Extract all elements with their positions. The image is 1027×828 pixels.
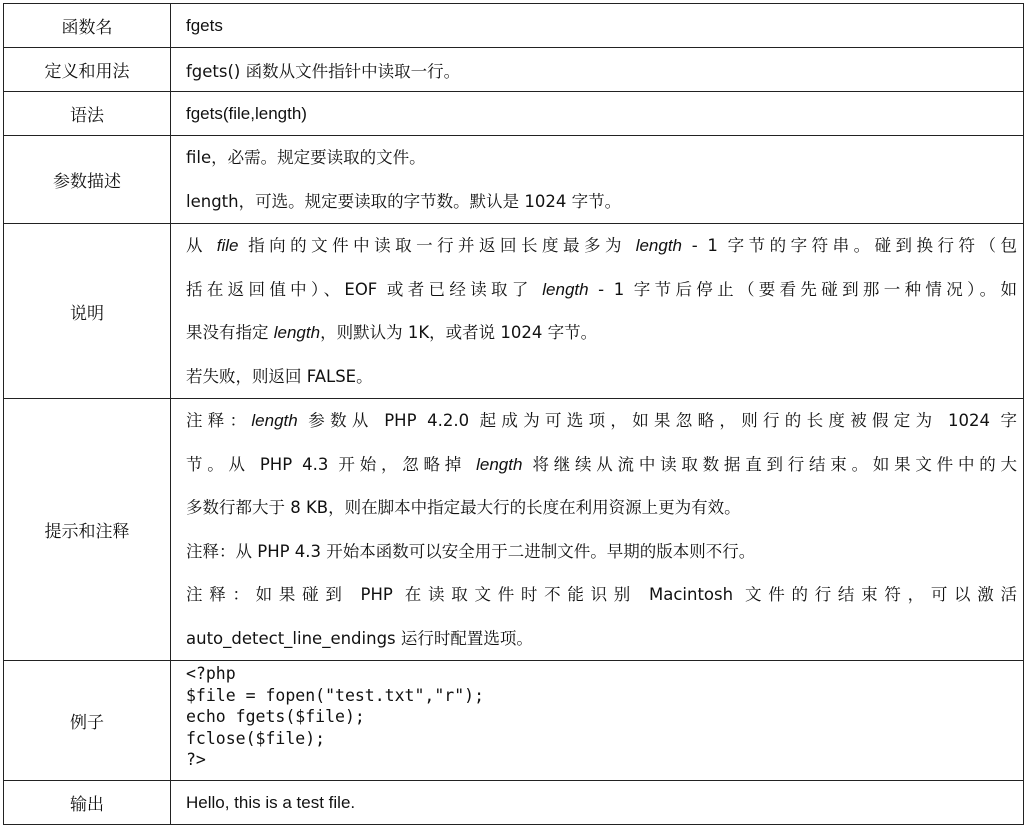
row-description bbox=[4, 224, 1024, 399]
value-output bbox=[171, 781, 1024, 825]
syntax-text: fgets(file,length) bbox=[186, 103, 307, 123]
text: 将继续从流中读取数据直到行结束。如果文件中的大 bbox=[522, 454, 1018, 474]
label-definition: 定义和用法 bbox=[4, 48, 171, 92]
row-output bbox=[4, 781, 1024, 825]
row-example bbox=[4, 661, 1024, 781]
code-block: <?php $file = fopen("test.txt","r"); echo fgets($file); fclose($file); ?> bbox=[186, 664, 485, 770]
text: 节。从 PHP 4.3 开始，忽略掉 bbox=[186, 454, 477, 474]
description-line-1 bbox=[186, 224, 1017, 268]
param-ref: length bbox=[251, 411, 298, 430]
value-example bbox=[171, 661, 1024, 781]
notes-line-2 bbox=[186, 443, 1017, 487]
param-ref: file bbox=[216, 236, 239, 255]
param-ref: length bbox=[635, 236, 683, 255]
notes-line-4: 注释：从 PHP 4.3 开始本函数可以安全用于二进制文件。早期的版本则不行。 bbox=[186, 541, 756, 561]
text: 注释： bbox=[186, 411, 252, 430]
value-syntax bbox=[171, 92, 1024, 136]
text: - 1 字节后停止（要看先碰到那一种情况）。如 bbox=[588, 279, 1017, 299]
notes-line-5: 注释：如果碰到 PHP 在读取文件时不能识别 Macintosh 文件的行结束符，可以激活 bbox=[186, 585, 1017, 604]
label-notes: 提示和注释 bbox=[4, 399, 171, 661]
text: 果没有指定 bbox=[186, 323, 274, 342]
text: ，则默认为 1K，或者说 1024 字节。 bbox=[320, 323, 598, 342]
param-ref: length bbox=[542, 279, 589, 299]
description-line-2 bbox=[186, 268, 1017, 312]
definition-text: fgets() 函数从文件指针中读取一行。 bbox=[186, 61, 461, 81]
description-line-3 bbox=[186, 311, 1017, 355]
label-syntax: 语法 bbox=[4, 92, 171, 136]
row-notes bbox=[4, 399, 1024, 661]
param-ref: length bbox=[476, 454, 523, 474]
text: - 1 字节的字符串。碰到换行符（包 bbox=[682, 236, 1017, 255]
label-example: 例子 bbox=[4, 661, 171, 781]
value-params bbox=[171, 136, 1024, 224]
row-function-name bbox=[4, 4, 1024, 48]
row-definition bbox=[4, 48, 1024, 92]
row-params bbox=[4, 136, 1024, 224]
param-file: file，必需。规定要读取的文件。 bbox=[186, 148, 426, 167]
notes-line-1 bbox=[186, 399, 1017, 443]
value-notes bbox=[171, 399, 1024, 661]
description-line-4: 若失败，则返回 FALSE。 bbox=[186, 366, 373, 386]
text: 参数从 PHP 4.2.0 起成为可选项，如果忽略，则行的长度被假定为 1024 字 bbox=[297, 411, 1017, 430]
value-description bbox=[171, 224, 1024, 399]
notes-line-3: 多数行都大于 8 KB，则在脚本中指定最大行的长度在利用资源上更为有效。 bbox=[186, 498, 741, 517]
label-params: 参数描述 bbox=[4, 136, 171, 224]
function-name-text: fgets bbox=[186, 15, 223, 35]
param-length: length，可选。规定要读取的字节数。默认是 1024 字节。 bbox=[186, 191, 622, 211]
label-output: 输出 bbox=[4, 781, 171, 825]
row-syntax bbox=[4, 92, 1024, 136]
function-reference-table bbox=[3, 3, 1024, 825]
notes-line-6: auto_detect_line_endings 运行时配置选项。 bbox=[186, 628, 533, 648]
text: 括在返回值中）、EOF 或者已经读取了 bbox=[186, 279, 543, 299]
value-function-name bbox=[171, 4, 1024, 48]
text: 从 bbox=[186, 236, 217, 255]
output-text: Hello, this is a test file. bbox=[186, 792, 356, 812]
label-function-name: 函数名 bbox=[4, 4, 171, 48]
label-description: 说明 bbox=[4, 224, 171, 399]
param-ref: length bbox=[273, 323, 321, 342]
text: 指向的文件中读取一行并返回长度最多为 bbox=[238, 236, 636, 255]
value-definition bbox=[171, 48, 1024, 92]
